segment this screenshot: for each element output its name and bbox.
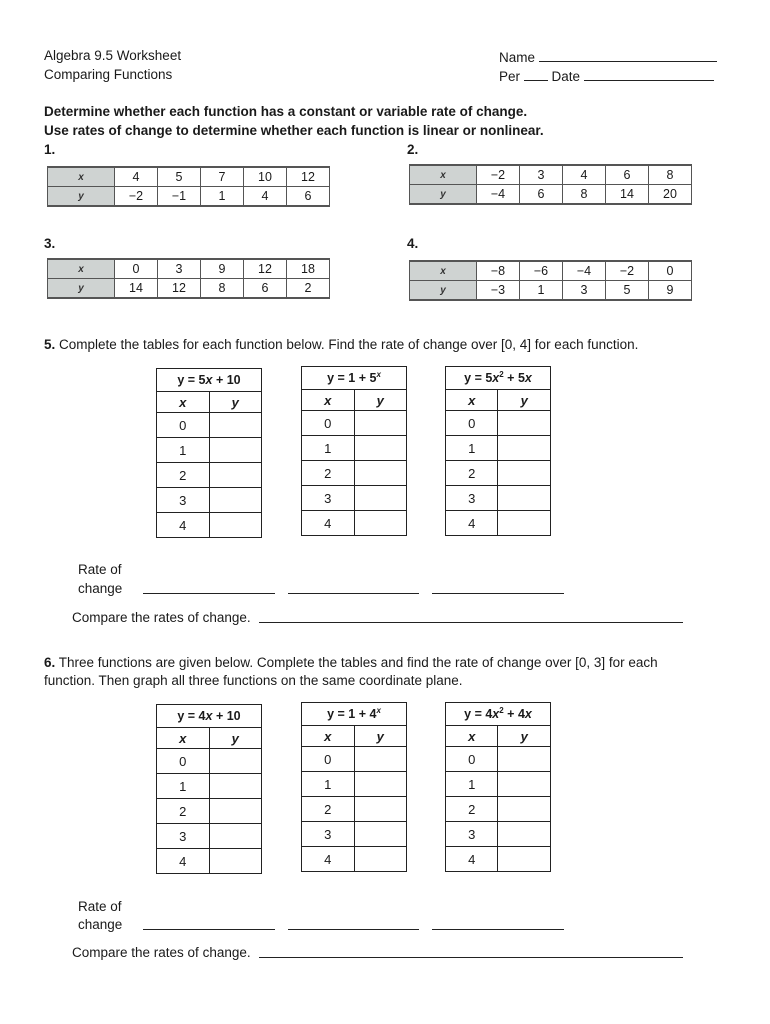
question-number: 5. [44, 337, 56, 352]
y-cell: 20 [649, 185, 692, 205]
question-6-prompt-line-1 [44, 655, 658, 670]
x-cell: 2 [446, 797, 498, 822]
x-cell: 4 [302, 511, 355, 536]
x-cell: 1 [157, 774, 210, 799]
x-cell: 0 [446, 747, 498, 772]
function-title: y = 5x + 10 [157, 369, 262, 392]
y-cell: 1 [201, 187, 244, 207]
y-answer-cell[interactable] [209, 799, 262, 824]
rate-answer-blank[interactable] [432, 916, 564, 930]
x-cell: 12 [287, 167, 330, 187]
y-answer-cell[interactable] [354, 511, 407, 536]
question-6-prompt-line-2: function. Then graph all three functions on the same coordinate plane. [44, 673, 463, 688]
q6-table-3 [445, 702, 551, 872]
rate-label-line-1: Rate of [78, 562, 122, 577]
y-answer-cell[interactable] [498, 772, 551, 797]
x-header: x [446, 726, 498, 747]
rate-label-line-2: change [78, 917, 123, 932]
y-answer-cell[interactable] [498, 461, 551, 486]
y-answer-cell[interactable] [209, 749, 262, 774]
y-header: y [498, 390, 551, 411]
x-cell: 3 [158, 259, 201, 279]
x-cell: 0 [115, 259, 158, 279]
x-cell: 3 [302, 822, 355, 847]
x-cell: 2 [302, 797, 355, 822]
rate-answer-blank[interactable] [432, 580, 564, 594]
rate-answer-blank[interactable] [288, 580, 419, 594]
problem-4-table [409, 260, 692, 301]
y-answer-cell[interactable] [498, 747, 551, 772]
x-cell: 9 [201, 259, 244, 279]
x-cell: 7 [201, 167, 244, 187]
y-header: y [498, 726, 551, 747]
y-answer-cell[interactable] [209, 513, 262, 538]
x-header: x [410, 165, 477, 185]
x-cell: 8 [649, 165, 692, 185]
per-label: Per [499, 69, 521, 84]
date-label: Date [551, 69, 581, 84]
y-cell: 14 [606, 185, 649, 205]
rate-answer-blank[interactable] [143, 580, 275, 594]
question-text: Three functions are given below. Complete the tables and find the rate of change over [0, 3] for each [55, 655, 658, 670]
function-title: $y = 1 + 5^x$ [302, 367, 407, 390]
y-answer-cell[interactable] [209, 774, 262, 799]
y-answer-cell[interactable] [498, 822, 551, 847]
y-cell: −4 [477, 185, 520, 205]
y-answer-cell[interactable] [354, 797, 407, 822]
y-answer-cell[interactable] [209, 463, 262, 488]
x-cell: 0 [157, 749, 210, 774]
name-blank[interactable] [539, 48, 717, 62]
x-cell: 3 [157, 824, 210, 849]
rate-answer-blank[interactable] [288, 916, 419, 930]
y-answer-cell[interactable] [498, 486, 551, 511]
y-cell: 5 [606, 281, 649, 301]
question-text: Complete the tables for each function below. Find the rate of change over [0, 4] for each function. [55, 337, 639, 352]
y-answer-cell[interactable] [354, 436, 407, 461]
x-cell: 12 [244, 259, 287, 279]
problem-number: 1. [44, 142, 56, 157]
worksheet-subtitle: Comparing Functions [44, 67, 173, 82]
instruction-line-1: Determine whether each function has a constant or variable rate of change. [44, 104, 528, 119]
x-cell: 4 [115, 167, 158, 187]
x-cell: 4 [157, 513, 210, 538]
x-cell: 6 [606, 165, 649, 185]
x-cell: 2 [157, 799, 210, 824]
y-cell: 8 [201, 279, 244, 299]
x-cell: 3 [446, 486, 498, 511]
x-cell: 4 [563, 165, 606, 185]
y-header: y [48, 279, 115, 299]
date-blank[interactable] [584, 67, 714, 81]
function-title: $y = 5x^2 + 5x$ [446, 367, 551, 390]
y-answer-cell[interactable] [354, 411, 407, 436]
y-cell: 6 [244, 279, 287, 299]
x-cell: 1 [446, 772, 498, 797]
instruction-line-2: Use rates of change to determine whether each function is linear or nonlinear. [44, 123, 544, 138]
compare-label: Compare the rates of change. [72, 945, 251, 960]
compare-answer-blank[interactable] [259, 944, 683, 958]
y-answer-cell[interactable] [498, 511, 551, 536]
x-cell: 1 [302, 772, 355, 797]
x-cell: 3 [520, 165, 563, 185]
x-header: x [48, 259, 115, 279]
y-answer-cell[interactable] [354, 772, 407, 797]
x-cell: 18 [287, 259, 330, 279]
name-label: Name [499, 50, 536, 65]
y-header: y [410, 281, 477, 301]
y-answer-cell[interactable] [209, 438, 262, 463]
x-cell: 0 [649, 261, 692, 281]
y-answer-cell[interactable] [354, 847, 407, 872]
x-cell: 4 [446, 847, 498, 872]
problem-number: 4. [407, 236, 419, 251]
y-header: y [209, 728, 262, 749]
y-answer-cell[interactable] [498, 436, 551, 461]
y-cell: 12 [158, 279, 201, 299]
q5-table-1 [156, 368, 262, 538]
function-title: $y = 1 + 4^x$ [302, 703, 407, 726]
y-cell: 3 [563, 281, 606, 301]
y-cell: 14 [115, 279, 158, 299]
function-title: $y = 4x^2 + 4x$ [446, 703, 551, 726]
x-cell: −6 [520, 261, 563, 281]
y-cell: 4 [244, 187, 287, 207]
y-cell: 9 [649, 281, 692, 301]
q6-table-1 [156, 704, 262, 874]
rate-label-line-2: change [78, 581, 123, 596]
x-header: x [157, 728, 210, 749]
y-cell: −2 [115, 187, 158, 207]
x-cell: −2 [477, 165, 520, 185]
x-header: x [48, 167, 115, 187]
x-header: x [302, 390, 355, 411]
worksheet-title: Algebra 9.5 Worksheet [44, 48, 182, 63]
x-cell: −2 [606, 261, 649, 281]
name-field[interactable] [499, 48, 717, 65]
q5-table-2 [301, 366, 407, 536]
rate-label-line-1: Rate of [78, 899, 122, 914]
y-answer-cell[interactable] [498, 797, 551, 822]
per-blank[interactable] [524, 67, 548, 81]
x-cell: 1 [446, 436, 498, 461]
y-answer-cell[interactable] [209, 824, 262, 849]
y-header: y [410, 185, 477, 205]
x-cell: −4 [563, 261, 606, 281]
problem-1-table [47, 166, 330, 207]
y-header: y [354, 390, 407, 411]
x-cell: 4 [302, 847, 355, 872]
x-cell: 0 [302, 411, 355, 436]
rate-answer-blank[interactable] [143, 916, 275, 930]
x-cell: 1 [157, 438, 210, 463]
problem-number: 3. [44, 236, 56, 251]
y-header: y [354, 726, 407, 747]
x-cell: 2 [157, 463, 210, 488]
y-answer-cell[interactable] [354, 486, 407, 511]
y-answer-cell[interactable] [209, 413, 262, 438]
y-answer-cell[interactable] [209, 849, 262, 874]
y-cell: 6 [520, 185, 563, 205]
x-cell: −8 [477, 261, 520, 281]
x-header: x [410, 261, 477, 281]
y-cell: 6 [287, 187, 330, 207]
y-cell: 1 [520, 281, 563, 301]
x-header: x [157, 392, 210, 413]
compare-label: Compare the rates of change. [72, 610, 251, 625]
y-cell: 8 [563, 185, 606, 205]
x-cell: 10 [244, 167, 287, 187]
y-answer-cell[interactable] [498, 847, 551, 872]
x-cell: 0 [157, 413, 210, 438]
y-answer-cell[interactable] [354, 822, 407, 847]
x-cell: 0 [302, 747, 355, 772]
problem-number: 2. [407, 142, 419, 157]
x-cell: 5 [158, 167, 201, 187]
compare-answer-blank[interactable] [259, 609, 683, 623]
x-cell: 0 [446, 411, 498, 436]
q5-table-3 [445, 366, 551, 536]
y-header: y [209, 392, 262, 413]
q6-table-2 [301, 702, 407, 872]
x-cell: 2 [302, 461, 355, 486]
question-number: 6. [44, 655, 56, 670]
x-cell: 3 [157, 488, 210, 513]
x-header: x [302, 726, 355, 747]
y-cell: 2 [287, 279, 330, 299]
x-cell: 1 [302, 436, 355, 461]
problem-2-table [409, 164, 692, 205]
x-cell: 3 [446, 822, 498, 847]
y-answer-cell[interactable] [354, 747, 407, 772]
x-header: x [446, 390, 498, 411]
y-answer-cell[interactable] [354, 461, 407, 486]
y-header: y [48, 187, 115, 207]
problem-3-table [47, 258, 330, 299]
x-cell: 3 [302, 486, 355, 511]
y-cell: −3 [477, 281, 520, 301]
question-5-prompt [44, 337, 638, 352]
per-date-field[interactable] [499, 67, 714, 84]
x-cell: 4 [157, 849, 210, 874]
y-cell: −1 [158, 187, 201, 207]
x-cell: 4 [446, 511, 498, 536]
y-answer-cell[interactable] [209, 488, 262, 513]
y-answer-cell[interactable] [498, 411, 551, 436]
function-title: y = 4x + 10 [157, 705, 262, 728]
x-cell: 2 [446, 461, 498, 486]
